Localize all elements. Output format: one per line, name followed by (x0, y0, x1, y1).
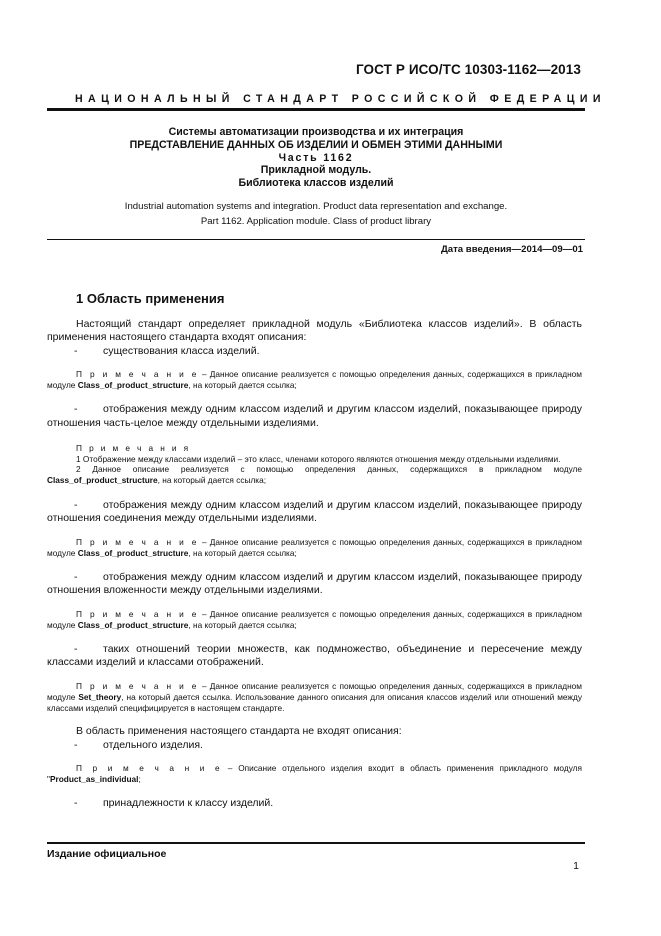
title-block (47, 126, 585, 190)
scope-paragraph-1: Настоящий стандарт определяет прикладной модуль «Библиотека классов изделий». В область применения настоящего стандарта входят описания: (47, 318, 582, 344)
note: П р и м е ч а н и е – Данное описание реализуется с помощью определения данных, содержащихся в прикладном модуле Class_of_product_structure, на который дается ссылка; (47, 369, 582, 390)
note-item-1: 1 Отображение между классами изделий – это класс, членами которого являются отношения между отдельными изделиями. (76, 453, 561, 464)
english-title-line-1: Industrial automation systems and integration. Product data representation and exchange. (124, 201, 508, 212)
list-item (47, 643, 582, 670)
title-line-1: Системы автоматизации производства и их интеграция (168, 126, 464, 138)
note: П р и м е ч а н и е – Данное описание реализуется с помощью определения данных, содержащихся в прикладном модуле Class_of_product_structure, на который дается ссылка; (47, 537, 582, 558)
national-standard-heading: НАЦИОНАЛЬНЫЙ СТАНДАРТ РОССИЙСКОЙ ФЕДЕРАЦИИ (75, 93, 606, 105)
scope-paragraph-2: В область применения настоящего стандарта не входят описания: (76, 725, 402, 738)
list-item (47, 797, 582, 810)
note-item-2: 2 Данное описание реализуется с помощью определения данных, содержащихся в прикладном модуле Class_of_product_structure, на который дается ссылка; (47, 464, 582, 485)
page-number: 1 (573, 860, 579, 872)
list-dash: - (74, 738, 78, 751)
module-reference: Product_as_individual (49, 773, 139, 784)
list-item (47, 499, 582, 526)
title-line-4: Прикладной модуль. (260, 164, 372, 177)
list-item-text: таких отношений теории множеств, как подмножество, объединение и пересечение между классами изделий и классами отображений. (47, 642, 582, 668)
introduction-date: Дата введения—2014—09—01 (440, 244, 583, 255)
note: П р и м е ч а н и е – Данное описание реализуется с помощью определения данных, содержащихся в прикладном модуле Class_of_product_structure, на который дается ссылка; (47, 609, 582, 630)
list-dash: - (74, 797, 78, 810)
section-body (47, 318, 582, 811)
list-dash: - (74, 403, 78, 416)
list-item-text: отображения между одним классом изделий и другим классом изделий, показывающее природу отношения вложенности между отдельными изделиями. (47, 570, 582, 596)
list-item (47, 403, 582, 430)
list-item-text: отдельного изделия. (103, 738, 203, 751)
module-reference: Class_of_product_structure (47, 475, 158, 485)
list-dash: - (74, 498, 78, 511)
list-item (47, 739, 582, 752)
english-title-block (47, 199, 585, 229)
module-reference: Class_of_product_structure (77, 620, 189, 630)
module-reference: Class_of_product_structure (77, 379, 189, 390)
note-label: П р и м е ч а н и е (76, 369, 199, 380)
list-item-text: принадлежности к классу изделий. (103, 797, 274, 810)
notes-label: П р и м е ч а н и я (76, 443, 191, 454)
list-item (47, 345, 582, 358)
header-rule (47, 108, 585, 111)
list-item-text: существования класса изделий. (103, 344, 260, 357)
title-line-2: ПРЕДСТАВЛЕНИЕ ДАННЫХ ОБ ИЗДЕЛИИ И ОБМЕН ЭТИМИ ДАННЫМИ (129, 138, 503, 151)
list-item-text: отображения между одним классом изделий и другим классом изделий, показывающее природу отношения соединения между отдельными изделиями. (47, 498, 582, 524)
title-line-5: Библиотека классов изделий (238, 177, 394, 190)
list-dash: - (74, 570, 78, 583)
title-line-3: Часть 1162 (278, 151, 354, 164)
section-heading: 1 Область применения (76, 291, 225, 306)
standard-designation: ГОСТ Р ИСО/ТС 10303-1162—2013 (355, 62, 581, 77)
note-label: П р и м е ч а н и е (76, 681, 199, 692)
note-label: П р и м е ч а н и е (76, 537, 199, 548)
list-item-text: отображения между одним классом изделий и другим классом изделий, показывающее природу отношения часть-целое между отдельными изделиями. (47, 403, 582, 429)
note-label: П р и м е ч а н и е (76, 609, 199, 620)
edition-label: Издание официальное (47, 848, 167, 860)
note: П р и м е ч а н и е – Данное описание реализуется с помощью определения данных, содержащихся в прикладном модуле Set_theory, на который дается ссылка. Использование данного описания для описания классов изделий или отношений между классами изделий специфицируется в настоящем стандарте. (47, 681, 582, 713)
module-reference: Class_of_product_structure (77, 548, 189, 558)
list-item (47, 571, 582, 598)
footer-rule (47, 842, 585, 844)
english-title-line-2: Part 1162. Application module. Class of product library (200, 216, 432, 227)
note-label: П р и м е ч а н и е (76, 763, 222, 773)
list-dash: - (74, 344, 78, 357)
module-reference: Set_theory (78, 692, 122, 702)
note: П р и м е ч а н и е – Описание отдельного изделия входит в область применения прикладного модуля "Product_as_individual; (47, 763, 582, 784)
list-dash: - (74, 642, 78, 655)
title-rule (47, 239, 585, 240)
